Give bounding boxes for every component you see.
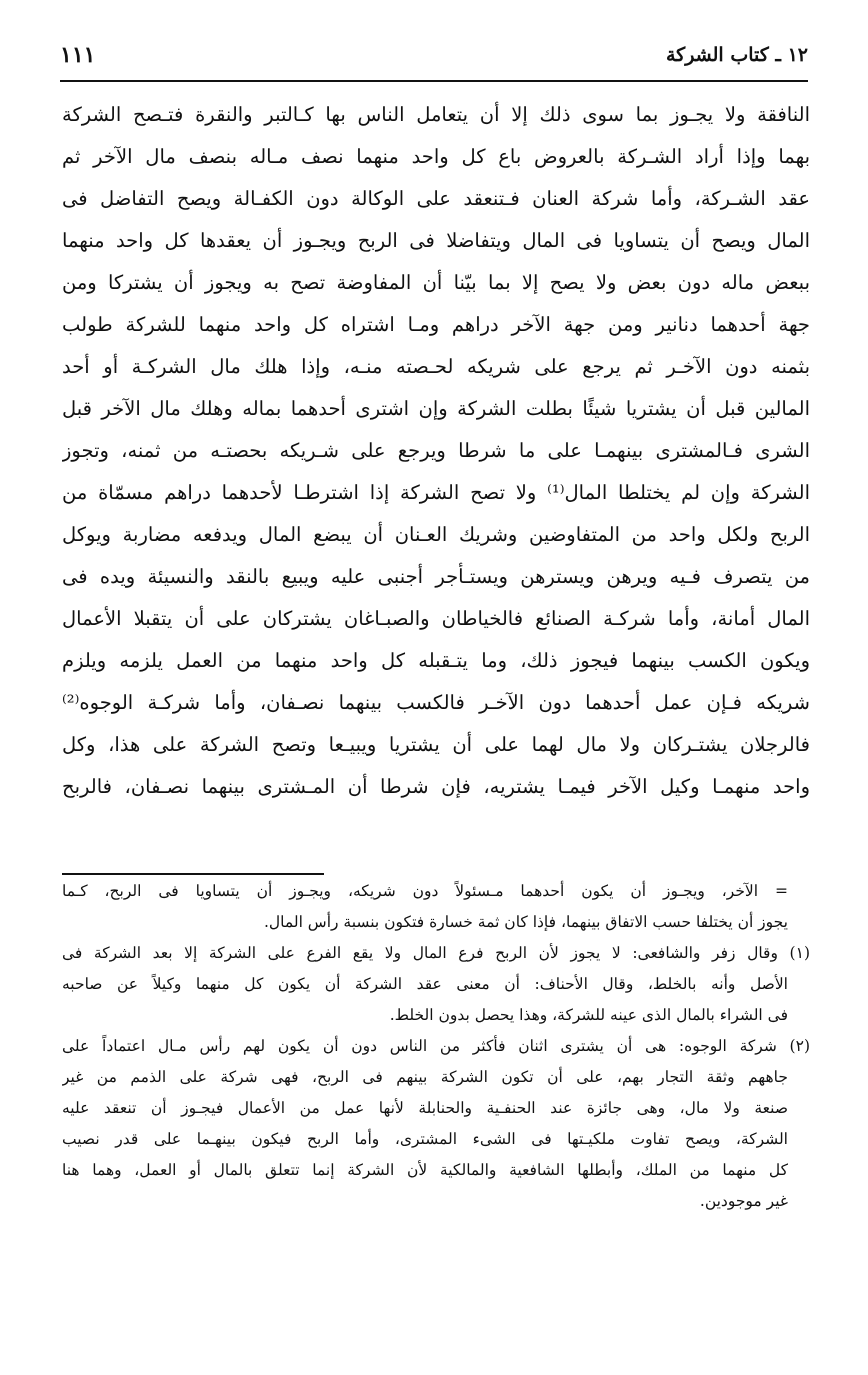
body-line: واحد منهمـا وكيل الآخر فيمـا يشتريه، فإن شرطا أن المـشترى بينهما نصـفان، فالربح (62, 775, 810, 798)
body-line: المال ويصح أن يتساويا فى المال ويتفاضلا فى الربح ويجـوز أن يعقدها كل واحد منهما (62, 229, 810, 252)
footnote-line: (٢) شركة الوجوه: هى أن يشترى اثنان فأكثر من الناس دون أن يكون لهم رأس مـال اعتماداً على (62, 1037, 810, 1055)
header-rule (60, 80, 808, 82)
footnote-line: فى الشراء بالمال الذى عينه للشركة، وهذا يحصل بدون الخلط. (389, 1006, 788, 1024)
body-line: المال أمانة، وأما شركـة الصنائع فالخياطان والصبـاغان يشتركان على أن يتقبلا الأعمال (62, 607, 810, 630)
body-line: من يتصرف فـيه ويرهن ويسترهن ويستـأجر أجنبى عليه ويبيع بالنقد والنسيئة ويده فى (62, 565, 810, 588)
footnote-line: غير موجودين. (699, 1192, 788, 1210)
footnote-line: (١) وقال زفر والشافعى: لا يجوز لأن الربح فرع المال ولا يقع الفرع على الشركة إلا بعد الشركة فى (62, 944, 810, 962)
footnote-line: الشركة، ويصح تفاوت ملكيـتها فى الشىء المشترى، وأما الربح فيكون بينهـما على قدر نصيب (62, 1130, 788, 1148)
body-line: الربح ولكل واحد من المتفاوضين وشريك العـنان أن يبضع المال ويدفعه مضاربة ويوكل (62, 523, 810, 546)
page-number: ١١١ (60, 42, 96, 68)
body-line: ببعض ماله دون بعض ولا يصح إلا بما بيّنا أن المفاوضة تصح به ويجوز أن يشتركا ومن (62, 271, 810, 294)
footnote-line: = الآخر، ويجـوز أن يكون أحدهما مـسئولاً دون شريكه، ويجـوز أن يتساويا فى الربح، كـما (62, 882, 788, 900)
footnotes (62, 876, 810, 1217)
body-line: بهما وإذا أراد الشـركة بالعروض باع كل واحد منهما نصف مـاله بنصف مال الآخر ثم (62, 145, 810, 168)
body-line: المالين قبل أن يشتريا شيئًا بطلت الشركة وإن اشترى أحدهما بماله وهلك مال الآخر قبل (62, 397, 810, 420)
footnote-line: الأصل وأنه بالخلط، وقال الأحناف: أن معنى عقد الشركة أن يكون كل منهما وكيلاً عن صاحبه (62, 975, 788, 993)
chapter-title: ١٢ ـ كتاب الشركة (665, 44, 808, 66)
body-line: عقد الشـركة، وأما شركة العنان فـتنعقد على الوكالة دون الكفـالة ويصح التفاضل فى (62, 187, 810, 210)
body-line: فالرجلان يشتـركان ولا مال لهما على أن يشتريا ويبيـعا وتصح الشركة على هذا، وكل (62, 733, 810, 756)
main-text (62, 94, 810, 808)
footnote-line: كل منهما من الملك، وأبطلها الشافعية والمالكية لأن الشركة إنما تتعلق بالمال أو العمل، وهما هنا (62, 1161, 788, 1179)
body-line: شريكه فـإن عمل أحدهما دون الآخـر فالكسب بينهما نصـفان، وأما شركـة الوجوه⁽²⁾ (62, 691, 810, 714)
running-header (60, 38, 808, 78)
footnote-line: جاههم وثقة التجار بهم، على أن تكون الشركة بينهم فى الربح، فهى شركة على الذمم من غير (62, 1068, 788, 1086)
body-line: الشركة وإن لم يختلطا المال⁽¹⁾ ولا تصح الشركة إذا اشترطـا لأحدهما دراهم مسمّاة من (62, 481, 810, 504)
footnote-line: صنعة ولا مال، وهى جائزة عند الحنفـية والحنابلة لأنها عمل من الأعمال فيجـوز أن تنعقد عليه (62, 1099, 788, 1117)
footnote-rule (62, 873, 324, 875)
body-line: ويكون الكسب بينهما فيجوز ذلك، وما يتـقبله كل واحد منهما من العمل يلزمه ويلزم (62, 649, 810, 672)
body-line: بثمنه دون الآخـر ثم يرجع على شريكه لحـصته منـه، وإذا هلك مال الشركـة أو أحد (62, 355, 810, 378)
body-line: الشرى فـالمشترى بينهمـا على ما شرطا ويرجع على شـريكه بحصتـه من ثمنه، وتجوز (62, 439, 810, 462)
body-line: النافقة ولا يجـوز بما سوى ذلك إلا أن يتعامل الناس بها كـالتبر والنقرة فتـصح الشركة (62, 103, 810, 126)
body-line: جهة أحدهما دنانير ومن جهة الآخر دراهم ومـا اشتراه كل واحد منهما للشركة طولب (62, 313, 810, 336)
footnote-line: يجوز أن يختلفا حسب الاتفاق بينهما، فإذا كان ثمة خسارة فتكون بنسبة رأس المال. (263, 913, 788, 931)
